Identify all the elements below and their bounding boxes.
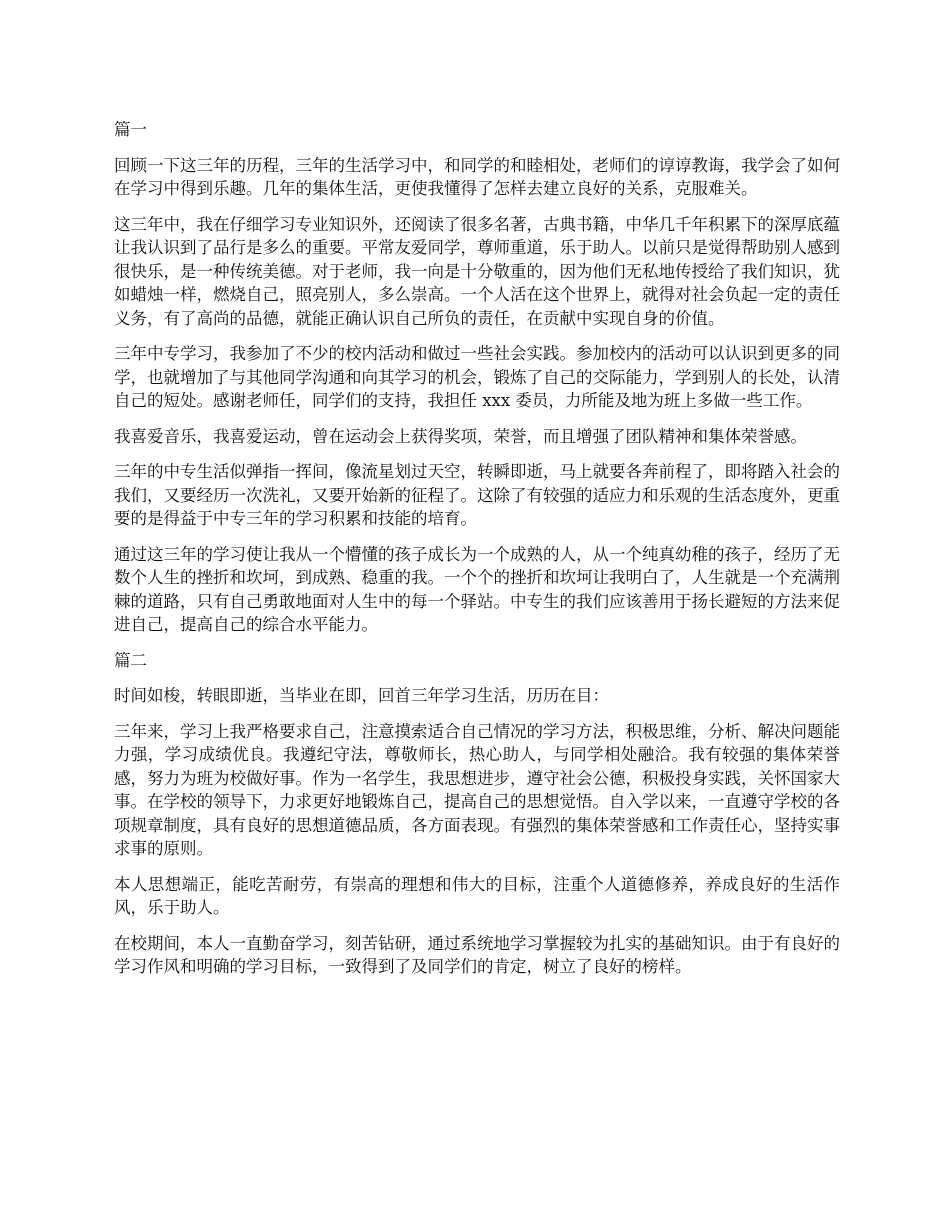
section-2 [114,649,840,979]
paragraph: 三年来，学习上我严格要求自己，注意摸索适合自己情况的学习方法，积极思维，分析、解决问题能力强，学习成绩优良。我遵纪守法，尊敬师长，热心助人，与同学相处融洽。我有较强的集体荣誉感，努力为班为校做好事。作为一名学生，我思想进步，遵守社会公德，积极投身实践，关怀国家大事。在学校的领导下，力求更好地锻炼自己，提高自己的思想觉悟。自入学以来，一直遵守学校的各项规章制度，具有良好的思想道德品质，各方面表现。有强烈的集体荣誉感和工作责任心，坚持实事求事的原则。 [114,721,840,858]
paragraph: 本人思想端正，能吃苦耐劳，有崇高的理想和伟大的目标，注重个人道德修养，养成良好的生活作风，乐于助人。 [114,874,840,917]
paragraph: 我喜爱音乐，我喜爱运动，曾在运动会上获得奖项，荣誉，而且增强了团队精神和集体荣誉感。 [114,426,807,446]
paragraph: 三年的中专生活似弹指一挥间，像流星划过天空，转瞬即逝，马上就要各奔前程了，即将踏入社会的我们，又要经历一次洗礼，又要开始新的征程了。这除了有较强的适应力和乐观的生活态度外，更重要的是得益于中专三年的学习积累和技能的培育。 [114,462,840,528]
paragraph: 通过这三年的学习使让我从一个懵懂的孩子成长为一个成熟的人，从一个纯真幼稚的孩子，经历了无数个人生的挫折和坎坷，到成熟、稳重的我。一个个的挫折和坎坷让我明白了，人生就是一个充满荆棘的道路，只有自己勇敢地面对人生中的每一个驿站。中专生的我们应该善用于扬长避短的方法来促进自己，提高自己的综合水平能力。 [114,544,840,634]
document-page [114,118,840,991]
paragraph: 这三年中，我在仔细学习专业知识外，还阅读了很多名著，古典书籍，中华几千年积累下的深厚底蕴让我认识到了品行是多么的重要。平常友爱同学，尊师重道，乐于助人。以前只是觉得帮助别人感到很快乐，是一种传统美德。对于老师，我一向是十分敬重的，因为他们无私地传授给了我们知识，犹如蜡烛一样，燃烧自己，照亮别人，多么崇高。一个人活在这个世界上，就得对社会负起一定的责任义务，有了高尚的品德，就能正确认识自己所负的责任，在贡献中实现自身的价值。 [114,214,840,328]
section-1 [114,118,840,637]
paragraph: 三年中专学习，我参加了不少的校内活动和做过一些社会实践。参加校内的活动可以认识到更多的同学，也就增加了与其他同学沟通和向其学习的机会，锻炼了自己的交际能力，学到别人的长处，认清自己的短处。感谢老师任，同学们的支持，我担任 xxx 委员，力所能及地为班上多做一些工作。 [114,344,840,410]
section-heading: 篇一 [114,120,147,139]
paragraph: 时间如梭，转眼即逝，当毕业在即，回首三年学习生活，历历在目： [114,686,609,705]
section-heading: 篇二 [114,650,147,670]
paragraph: 在校期间，本人一直勤奋学习，刻苦钻研，通过系统地学习掌握较为扎实的基础知识。由于有良好的学习作风和明确的学习目标，一致得到了及同学们的肯定，树立了良好的榜样。 [114,933,840,976]
paragraph: 回顾一下这三年的历程，三年的生活学习中，和同学的和睦相处，老师们的谆谆教诲，我学会了如何在学习中得到乐趣。几年的集体生活，更使我懂得了怎样去建立良好的关系，克服难关。 [114,155,840,198]
